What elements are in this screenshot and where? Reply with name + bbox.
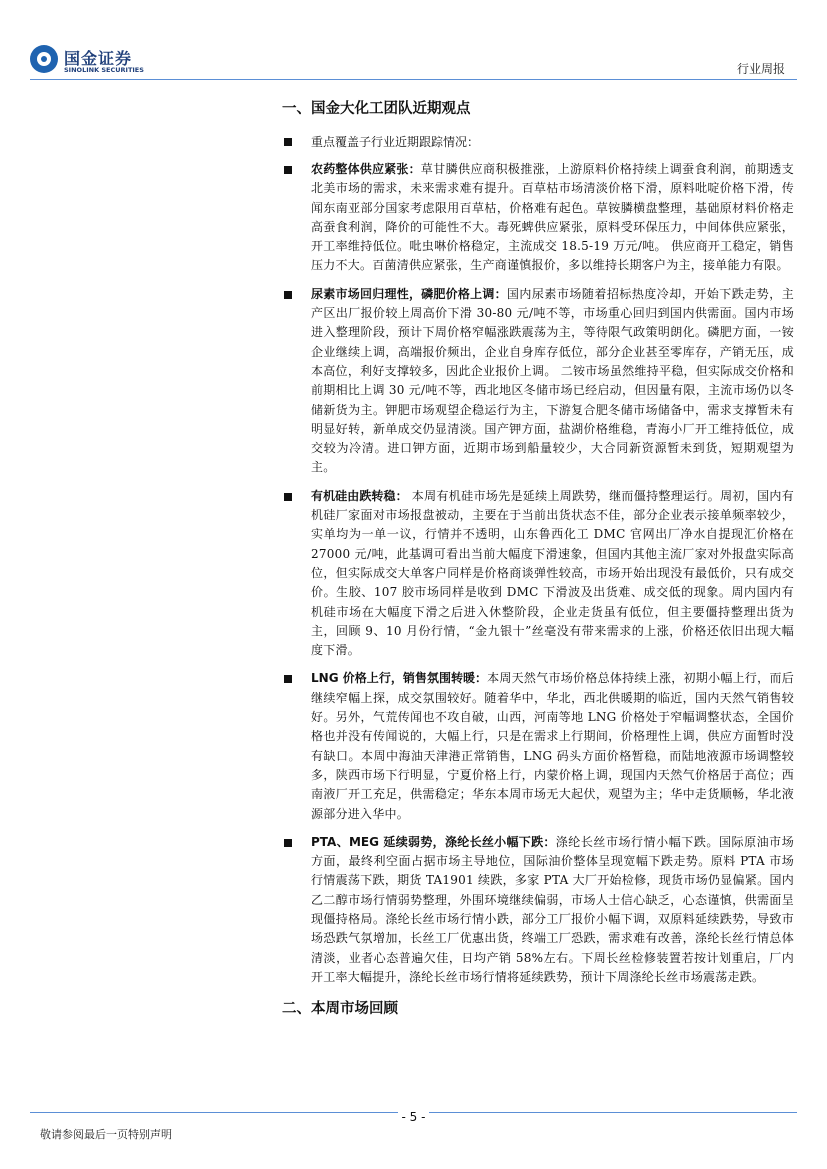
logo-english-name: SINOLINK SECURITIES xyxy=(64,66,144,74)
bullet-square-icon xyxy=(284,493,292,501)
bullet-item-silicone xyxy=(282,487,794,661)
bullet-title: 尿素市场回归理性，磷肥价格上调： xyxy=(311,286,507,301)
section-title-views: 一、国金大化工团队近期观点 xyxy=(282,101,471,117)
bullet-title: LNG 价格上行，销售氛围转暖： xyxy=(311,671,488,686)
page-number-wrapper xyxy=(0,1110,827,1124)
bullet-title: PTA、MEG 延续弱势，涤纶长丝小幅下跌： xyxy=(311,834,556,849)
section-title-market-review: 二、本周市场回顾 xyxy=(282,1001,398,1018)
bullet-item-fertilizer xyxy=(282,285,794,478)
intro-text: 重点覆盖子行业近期跟踪情况： xyxy=(311,135,480,149)
bullet-item-polyester xyxy=(282,833,794,987)
main-content xyxy=(282,96,794,1022)
bullet-square-icon xyxy=(284,839,292,847)
bullet-square-icon xyxy=(284,138,292,146)
footer-disclaimer: 敬请参阅最后一页特别声明 xyxy=(40,1128,172,1141)
header-divider xyxy=(30,79,797,80)
bullet-square-icon xyxy=(284,166,292,174)
report-type-label: 行业周报 xyxy=(736,62,785,76)
bullet-text: 草甘膦供应商积极推涨，上游原料价格持续上调蚕食利润，前期透支北美市场的需求，未来需求难有提升。百草枯市场清淡价格下滑，原料吡啶价格下滑，传闻东南亚部分国家考虑限用百草枯，价格难有起色。草铵膦横盘整理，基础原材料价格走高蚕食利润，降价的可能性不大。毒死蜱供应紧张，原料受环保压力，中间体供应紧张，开工率维持低位。吡虫啉价格稳定，主流成交 18.5-19 万元/吨。 供应商开工稳定，销售压力不大。百菌清供应紧张，生产商谨慎报价，多以维持长期客户为主，接单能力有限。 xyxy=(311,162,794,273)
logo-icon xyxy=(30,45,58,73)
bullet-text: 国内尿素市场随着招标热度冷却，开始下跌走势，主产区出厂报价较上周高价下滑 30-80 元/吨不等，市场重心回归到国内供需面。国内市场进入整理阶段，预计下周价格窄幅涨跌震荡为主，等待限气政策明朗化。磷肥方面，一铵企业继续上调，高端报价频出，企业自身库存低位，部分企业甚至零库存，产销无压，成本高位，利好支撑较多，因此企业报价上调。 二铵市场虽然维持平稳，但实际成交价格和前期相比上调 30 元/吨不等，西北地区冬储市场已经启动，但因量有限，主流市场仍以冬储新货为主。钾肥市场观望企稳运行为主，下游复合肥冬储市场储备中，需求支撑暂未有明显好转，新单成交仍显清淡。国产钾方面，盐湖价格维稳，青海小厂开工维持低位，成交较为冷清。进口钾方面，近期市场到船量较少，大合同新资源暂未到货，短期观望为主。 xyxy=(311,286,794,475)
bullet-title: 有机硅由跌转稳： xyxy=(311,488,408,503)
bullet-text: 本周天然气市场价格总体持续上涨，初期小幅上行，而后继续窄幅上探，成交氛围较好。随着华中，华北，西北供暖期的临近，国内天然气销售较好。另外，气荒传闻也不攻自破，山西，河南等地 LNG 价格处于窄幅调整状态，全国价格也并没有传闻说的，大幅上行，只是在需求上行期间，价格理性上调，供应方面暂时没有缺口。本周中海油天津港正常销售，LNG 码头方面价格暂稳，而陆地液源市场调整较多，陕西市场下行明显，宁夏价格上行，内蒙价格上调，现国内天然气价格居于高位；西南液厂开工充足，供需稳定；华东本周市场无大起伏，观望为主；华中走货顺畅，华北液源部分进入华中。 xyxy=(311,671,794,821)
bullet-title: 农药整体供应紧张： xyxy=(311,162,421,176)
page-number: - 5 - xyxy=(398,1110,430,1124)
bullet-text: 本周有机硅市场先是延续上周跌势，继而僵持整理运行。周初，国内有机硅厂家面对市场报盘被动，主要在于当前出货状态不佳，部分企业表示接单频率较少，实单均为一单一议，行情并不透明，山东鲁西化工 DMC 官网出厂净水自提现汇价格在 27000 元/吨，此基调可看出当前大幅度下滑速象，但国内其他主流厂家对外报盘实际高位，但实际成交大单客户同样是价格商谈弹性较高，市场开始出现没有最低价，只有成交价。生胶、107 胶市场同样是收到 DMC 下滑波及出货难、成交低的现象。周内国内有机硅市场在大幅度下滑之后进入休整阶段，企业走货虽有低位，但主要僵持整理出货为主，回顾 9、10 月份行情，“金九银十”丝毫没有带来需求的上涨，价格还依旧出现大幅度下滑。 xyxy=(311,488,794,658)
bullet-text: 涤纶长丝市场行情小幅下跌。国际原油市场方面，最终利空面占据市场主导地位，国际油价整体呈现宽幅下跌走势。原料 PTA 市场行情震荡下跌，期货 TA1901 续跌，多家 PTA 大厂开始检修，现货市场仍显偏紧。国内乙二醇市场行情弱势整理，外围环境继续偏弱，市场人士信心缺乏，心态谨慎，供需面呈现僵持格局。涤纶长丝市场行情小跌，部分工厂报价小幅下调，双原料延续跌势，导致市场恐跌气氛增加，长丝工厂优惠出货，终端工厂恐跌，需求难有改善，涤纶长丝行情总体清淡，业者心态普遍欠佳，日均产销 58%左右。下周长丝检修装置若按计划重启，厂内开工率大幅提升，涤纶长丝市场行情将延续跌势，预计下周涤纶长丝市场震荡走跌。 xyxy=(311,834,794,984)
company-logo xyxy=(30,45,170,79)
intro-paragraph xyxy=(282,132,794,152)
page-header xyxy=(0,0,827,80)
bullet-square-icon xyxy=(284,291,292,299)
bullet-item-pesticide xyxy=(282,160,794,276)
logo-chinese-name: 国金证券 xyxy=(64,49,133,68)
bullet-item-lng xyxy=(282,669,794,823)
bullet-square-icon xyxy=(284,675,292,683)
